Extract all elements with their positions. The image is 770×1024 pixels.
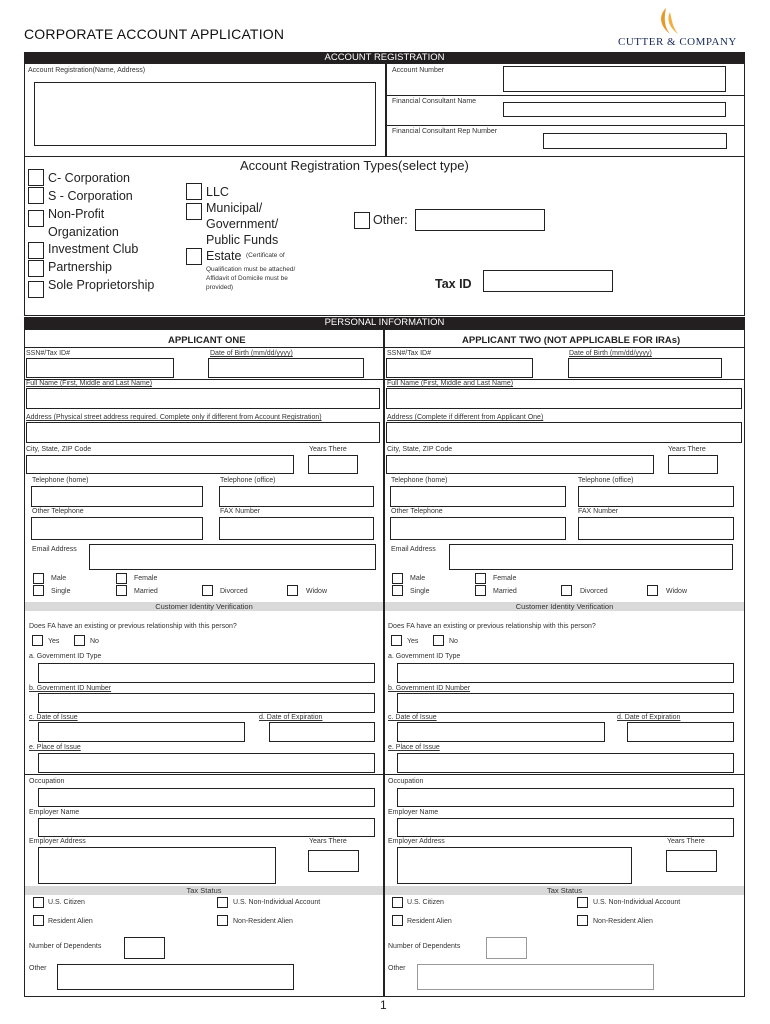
account-registration-bar: ACCOUNT REGISTRATION	[24, 52, 745, 64]
a1-widow-checkbox[interactable]	[287, 585, 298, 596]
a1-address-input[interactable]	[26, 422, 380, 443]
municipal-label: Municipal/	[206, 201, 263, 215]
municipal-label-3: Public Funds	[206, 233, 279, 247]
a2-employer-name-label: Employer Name	[388, 809, 439, 816]
estate-note-2: Qualification must be attached/	[206, 266, 296, 273]
a1-single-label: Single	[51, 588, 71, 595]
a1-married-label: Married	[134, 588, 158, 595]
a1-divorced-checkbox[interactable]	[202, 585, 213, 596]
a1-resident-alien-label: Resident Alien	[48, 918, 93, 925]
a2-dob-input[interactable]	[568, 358, 722, 378]
a2-male-checkbox[interactable]	[392, 573, 403, 584]
tax-id-label: Tax ID	[435, 277, 472, 291]
a2-place-input[interactable]	[397, 753, 734, 773]
a1-fax-input[interactable]	[219, 517, 374, 540]
a2-us-citizen-label: U.S. Citizen	[407, 899, 444, 906]
name-address-label: Account Registration(Name, Address)	[28, 67, 146, 74]
a2-dependents-input[interactable]	[486, 937, 527, 959]
a1-employer-name-input[interactable]	[38, 818, 375, 837]
a1-non-individual-label: U.S. Non-Individual Account	[233, 899, 321, 906]
c-corporation-checkbox[interactable]	[28, 169, 44, 186]
a2-single-checkbox[interactable]	[392, 585, 403, 596]
a2-resident-alien-label: Resident Alien	[407, 918, 452, 925]
fc-rep-input[interactable]	[543, 133, 727, 149]
a2-dependents-label: Number of Dependents	[388, 943, 461, 950]
a2-employer-address-input[interactable]	[397, 847, 632, 884]
a2-employer-address-label: Employer Address	[388, 838, 445, 845]
registration-name-address-input[interactable]	[34, 82, 376, 146]
a2-non-resident-label: Non-Resident Alien	[593, 918, 653, 925]
municipal-label-2: Government/	[206, 217, 279, 231]
a2-address-label: Address (Complete if different from Applicant One)	[387, 414, 544, 421]
a1-single-checkbox[interactable]	[33, 585, 44, 596]
a2-place-label: e. Place of Issue	[388, 744, 440, 751]
a1-occupation-input[interactable]	[38, 788, 375, 807]
a2-emp-years-label: Years There	[667, 838, 705, 845]
a1-non-individual-checkbox[interactable]	[217, 897, 228, 908]
a1-years-input[interactable]	[308, 455, 358, 474]
a1-civ-bar: Customer Identity Verification	[25, 602, 383, 611]
a2-non-individual-checkbox[interactable]	[577, 897, 588, 908]
a1-us-citizen-label: U.S. Citizen	[48, 899, 85, 906]
a1-dependents-input[interactable]	[124, 937, 165, 959]
a2-other-tel-input[interactable]	[390, 517, 566, 540]
a2-non-individual-label: U.S. Non-Individual Account	[593, 899, 681, 906]
a2-employer-name-input[interactable]	[397, 818, 734, 837]
a1-emp-years-input[interactable]	[308, 850, 359, 872]
a2-emp-years-input[interactable]	[666, 850, 717, 872]
other-type-checkbox[interactable]	[354, 212, 370, 229]
account-number-input[interactable]	[503, 66, 726, 92]
a2-other-label: Other	[388, 965, 406, 972]
a2-widow-checkbox[interactable]	[647, 585, 658, 596]
a2-city-label: City, State, ZIP Code	[387, 446, 453, 453]
a1-employer-name-label: Employer Name	[29, 809, 80, 816]
a2-city-input[interactable]	[386, 455, 654, 474]
a1-email-label: Email Address	[32, 546, 77, 553]
applicant-one-heading: APPLICANT ONE	[168, 335, 246, 346]
a1-yes-label: Yes	[48, 638, 60, 645]
a2-divorced-checkbox[interactable]	[561, 585, 572, 596]
a2-single-label: Single	[410, 588, 430, 595]
a2-gov-id-num-label: b. Government ID Number	[388, 685, 471, 692]
a1-married-checkbox[interactable]	[116, 585, 127, 596]
sole-proprietorship-checkbox[interactable]	[28, 281, 44, 298]
a2-gov-id-type-label: a. Government ID Type	[388, 653, 461, 660]
a1-dependents-label: Number of Dependents	[29, 943, 102, 950]
a1-other-tel-input[interactable]	[31, 517, 203, 540]
s-corporation-checkbox[interactable]	[28, 187, 44, 204]
a1-yes-checkbox[interactable]	[32, 635, 43, 646]
a1-gov-id-num-input[interactable]	[38, 693, 375, 713]
column-divider	[383, 329, 385, 997]
a1-male-checkbox[interactable]	[33, 573, 44, 584]
a1-male-label: Male	[51, 575, 67, 582]
a1-other-tel-label: Other Telephone	[32, 508, 84, 515]
page-title: CORPORATE ACCOUNT APPLICATION	[24, 26, 285, 42]
a1-gov-id-num-label: b. Government ID Number	[29, 685, 112, 692]
nonprofit-label-2: Organization	[48, 225, 119, 239]
estate-note-4: provided)	[206, 284, 234, 291]
a2-years-input[interactable]	[668, 455, 718, 474]
account-number-label: Account Number	[392, 67, 445, 74]
partnership-label: Partnership	[48, 260, 112, 274]
page-number: 1	[380, 998, 387, 1012]
a2-expiration-input[interactable]	[627, 722, 734, 742]
a2-full-name-input[interactable]	[386, 388, 742, 409]
a1-female-checkbox[interactable]	[116, 573, 127, 584]
llc-label: LLC	[206, 185, 229, 199]
a1-years-label: Years There	[309, 446, 347, 453]
a1-full-name-label: Full Name (First, Middle and Last Name)	[26, 380, 153, 387]
a2-other-input[interactable]	[417, 964, 654, 990]
divider	[24, 774, 745, 775]
a1-city-input[interactable]	[26, 455, 294, 474]
a2-occupation-label: Occupation	[388, 778, 424, 785]
a1-non-resident-checkbox[interactable]	[217, 915, 228, 926]
a1-issue-input[interactable]	[38, 722, 245, 742]
logo-text: CUTTER & COMPANY	[618, 36, 737, 48]
a2-other-tel-label: Other Telephone	[391, 508, 443, 515]
company-logo	[618, 6, 746, 48]
estate-note-3: Affidavit of Domicile must be	[206, 275, 288, 282]
a1-ssn-label: SSN#/Tax ID#	[26, 350, 70, 357]
a1-other-input[interactable]	[57, 964, 294, 990]
estate-checkbox[interactable]	[186, 248, 202, 265]
a1-gov-id-type-label: a. Government ID Type	[29, 653, 102, 660]
a1-place-label: e. Place of Issue	[29, 744, 81, 751]
a2-years-label: Years There	[668, 446, 706, 453]
a1-expiration-input[interactable]	[269, 722, 375, 742]
a2-fax-label: FAX Number	[578, 508, 619, 515]
personal-information-bar: PERSONAL INFORMATION	[24, 317, 745, 329]
flame-logo-icon	[618, 6, 746, 38]
a2-ssn-label: SSN#/Tax ID#	[387, 350, 431, 357]
a2-tel-office-input[interactable]	[578, 486, 734, 507]
municipal-checkbox[interactable]	[186, 203, 202, 220]
a2-email-input[interactable]	[449, 544, 733, 570]
a2-email-label: Email Address	[391, 546, 436, 553]
a1-full-name-input[interactable]	[26, 388, 380, 409]
a1-us-citizen-checkbox[interactable]	[33, 897, 44, 908]
account-types-heading: Account Registration Types(select type)	[240, 158, 469, 173]
a2-married-label: Married	[493, 588, 517, 595]
a2-us-citizen-checkbox[interactable]	[392, 897, 403, 908]
a2-gov-id-num-input[interactable]	[397, 693, 734, 713]
a2-tel-home-input[interactable]	[390, 486, 566, 507]
a2-female-label: Female	[493, 575, 517, 582]
a1-non-resident-label: Non-Resident Alien	[233, 918, 293, 925]
a1-no-label: No	[90, 638, 99, 645]
a1-expiration-label: d. Date of Expiration	[259, 714, 323, 721]
a1-tel-office-label: Telephone (office)	[220, 477, 276, 484]
a1-dob-input[interactable]	[208, 358, 364, 378]
a2-no-checkbox[interactable]	[433, 635, 444, 646]
a2-civ-bar: Customer Identity Verification	[385, 602, 744, 611]
estate-note: (Certificate of	[246, 252, 285, 259]
a2-address-input[interactable]	[386, 422, 742, 443]
a1-tel-home-label: Telephone (home)	[32, 477, 89, 484]
a1-tel-home-input[interactable]	[31, 486, 203, 507]
a2-no-label: No	[449, 638, 458, 645]
partnership-checkbox[interactable]	[28, 260, 44, 277]
a2-non-resident-checkbox[interactable]	[577, 915, 588, 926]
a1-employer-address-input[interactable]	[38, 847, 276, 884]
a2-divorced-label: Divorced	[580, 588, 608, 595]
a1-fax-label: FAX Number	[220, 508, 261, 515]
llc-checkbox[interactable]	[186, 183, 202, 200]
fc-name-input[interactable]	[503, 102, 726, 117]
a1-email-input[interactable]	[89, 544, 376, 570]
fc-name-label: Financial Consultant Name	[392, 98, 477, 105]
a2-tel-office-label: Telephone (office)	[578, 477, 634, 484]
investment-club-checkbox[interactable]	[28, 242, 44, 259]
a1-tax-status-bar: Tax Status	[25, 886, 383, 895]
a1-other-label: Other	[29, 965, 47, 972]
applicant-two-heading: APPLICANT TWO (NOT APPLICABLE FOR IRAs)	[462, 335, 681, 346]
a1-resident-alien-checkbox[interactable]	[33, 915, 44, 926]
divider	[24, 347, 745, 348]
a1-place-input[interactable]	[38, 753, 375, 773]
a2-widow-label: Widow	[666, 588, 688, 595]
a1-dob-label: Date of Birth (mm/dd/yyyy)	[210, 350, 293, 357]
a2-dob-label: Date of Birth (mm/dd/yyyy)	[569, 350, 652, 357]
a2-yes-label: Yes	[407, 638, 419, 645]
other-type-input[interactable]	[415, 209, 545, 231]
nonprofit-checkbox[interactable]	[28, 210, 44, 227]
a2-full-name-label: Full Name (First, Middle and Last Name)	[387, 380, 514, 387]
other-type-label: Other:	[373, 213, 408, 227]
a1-gov-id-type-input[interactable]	[38, 663, 375, 683]
estate-label: Estate	[206, 249, 242, 263]
divider	[385, 63, 387, 157]
a2-expiration-label: d. Date of Expiration	[617, 714, 681, 721]
a1-city-label: City, State, ZIP Code	[26, 446, 92, 453]
a2-female-checkbox[interactable]	[475, 573, 486, 584]
a2-tel-home-label: Telephone (home)	[391, 477, 448, 484]
a1-fa-question: Does FA have an existing or previous relationship with this person?	[29, 623, 237, 630]
a1-occupation-label: Occupation	[29, 778, 65, 785]
a2-male-label: Male	[410, 575, 426, 582]
a2-occupation-input[interactable]	[397, 788, 734, 807]
a1-female-label: Female	[134, 575, 158, 582]
a1-widow-label: Widow	[306, 588, 328, 595]
a2-issue-input[interactable]	[397, 722, 605, 742]
a2-yes-checkbox[interactable]	[391, 635, 402, 646]
c-corporation-label: C- Corporation	[48, 171, 130, 185]
a1-employer-address-label: Employer Address	[29, 838, 86, 845]
a1-tel-office-input[interactable]	[219, 486, 374, 507]
a1-no-checkbox[interactable]	[74, 635, 85, 646]
a2-married-checkbox[interactable]	[475, 585, 486, 596]
a2-tax-status-bar: Tax Status	[385, 886, 744, 895]
a2-gov-id-type-input[interactable]	[397, 663, 734, 683]
sole-proprietorship-label: Sole Proprietorship	[48, 278, 155, 292]
a2-ssn-input[interactable]	[386, 358, 533, 378]
a2-resident-alien-checkbox[interactable]	[392, 915, 403, 926]
a1-address-label: Address (Physical street address required. Complete only if different from Account Registration)	[26, 414, 322, 421]
investment-club-label: Investment Club	[48, 242, 139, 256]
a1-emp-years-label: Years There	[309, 838, 347, 845]
a1-ssn-input[interactable]	[26, 358, 174, 378]
a1-issue-label: c. Date of Issue	[29, 714, 78, 721]
divider	[386, 95, 745, 96]
a2-issue-label: c. Date of Issue	[388, 714, 437, 721]
fc-rep-label: Financial Consultant Rep Number	[392, 128, 498, 135]
divider	[386, 125, 745, 126]
a2-fa-question: Does FA have an existing or previous relationship with this person?	[388, 623, 596, 630]
nonprofit-label: Non-Profit	[48, 207, 105, 221]
a2-fax-input[interactable]	[578, 517, 734, 540]
tax-id-input[interactable]	[483, 270, 613, 292]
s-corporation-label: S - Corporation	[48, 189, 133, 203]
a1-divorced-label: Divorced	[220, 588, 248, 595]
